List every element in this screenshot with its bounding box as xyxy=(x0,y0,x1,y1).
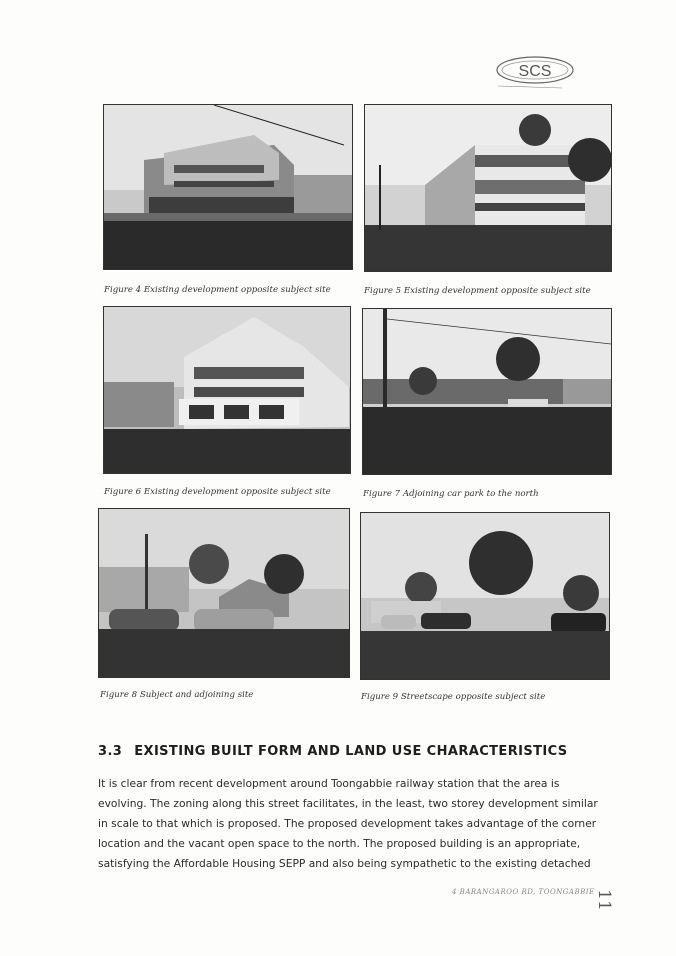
figure-8-caption: Figure 8 Subject and adjoining site xyxy=(100,690,254,700)
body-line-1: It is clear from recent development around Toongabbie railway station that the area is xyxy=(98,777,560,790)
figure-4-caption: Figure 4 Existing development opposite subject site xyxy=(104,285,331,295)
body-line-5: satisfying the Affordable Housing SEPP and also being sympathetic to the existing detached xyxy=(98,857,591,870)
figure-4-photo xyxy=(103,104,353,270)
section-title: EXISTING BUILT FORM AND LAND USE CHARACTERISTICS xyxy=(134,744,568,759)
figure-9-photo xyxy=(360,512,610,680)
page-number: 11 xyxy=(593,889,614,911)
figure-8-photo xyxy=(98,508,350,678)
figure-5-caption: Figure 5 Existing development opposite subject site xyxy=(364,286,591,296)
figure-7-photo xyxy=(362,308,612,475)
figure-6-photo xyxy=(103,306,351,474)
body-line-3: in scale to that which is proposed. The proposed development takes advantage of the corner xyxy=(98,817,597,830)
footer-address: 4 BARANGAROO RD, TOONGABBIE xyxy=(452,888,595,896)
logo-text: SCS xyxy=(518,63,552,80)
figure-9-caption: Figure 9 Streetscape opposite subject site xyxy=(361,692,546,702)
section-number: 3.3 xyxy=(98,744,123,759)
figure-6-caption: Figure 6 Existing development opposite subject site xyxy=(104,487,331,497)
scs-logo xyxy=(492,48,578,96)
section-heading xyxy=(98,744,568,759)
body-line-4: location and the vacant open space to the north. The proposed building is an appropriate, xyxy=(98,837,581,850)
figure-5-photo xyxy=(364,104,612,272)
figure-7-caption: Figure 7 Adjoining car park to the north xyxy=(363,489,539,499)
body-line-2: evolving. The zoning along this street facilitates, in the least, two storey development similar xyxy=(98,797,598,810)
